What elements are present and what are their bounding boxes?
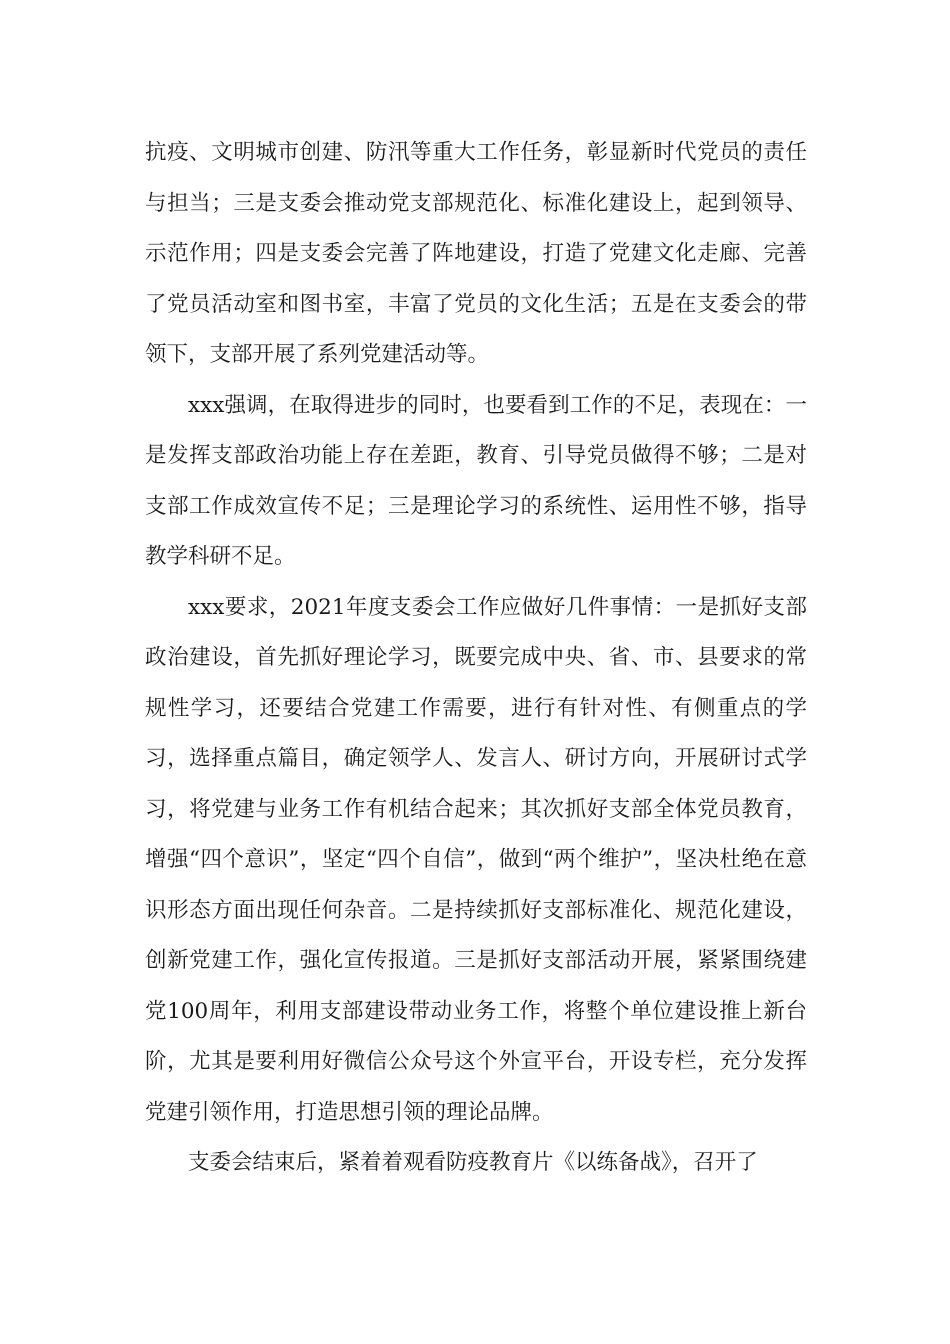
paragraph-requirements: xxx要求，2021年度支委会工作应做好几件事情：一是抓好支部政治建设，首先抓好理论学习，既要完成中央、省、市、县要求的常规性学习，还要结合党建工作需要，进行有针对性、有侧重点的学习，选择重点篇目，确定领学人、发言人、研讨方向，开展研讨式学习，将党建与业务工作有机结合起来；其次抓好支部全体党员教育，增强“四个意识”，坚定“四个自信”，做到“两个维护”，坚决杜绝在意识形态方面出现任何杂音。二是持续抓好支部标准化、规范化建设，创新党建工作，强化宣传报道。三是抓好支部活动开展，紧紧围绕建党100周年，利用支部建设带动业务工作，将整个单位建设推上新台阶，尤其是要利用好微信公众号这个外宣平台，开设专栏，充分发挥党建引领作用，打造思想引领的理论品牌。: [145, 594, 807, 1125]
paragraph-after-meeting: 支委会结束后，紧着着观看防疫教育片《以练备战》，召开了: [188, 1150, 758, 1175]
paragraph-continued: 抗疫、文明城市创建、防汛等重大工作任务，彰显新时代党员的责任与担当；三是支委会推动党支部规范化、标准化建设上，起到领导、示范作用；四是支委会完善了阵地建设，打造了党建文化走廊、完善了党员活动室和图书室，丰富了党员的文化生活；五是在支委会的带领下，支部开展了系列党建活动等。: [145, 140, 807, 367]
paragraph-shortcomings: xxx强调，在取得进步的同时，也要看到工作的不足，表现在：一是发挥支部政治功能上存在差距，教育、引导党员做得不够；二是对支部工作成效宣传不足；三是理论学习的系统性、运用性不够，指导教学科研不足。: [145, 392, 807, 569]
document-body: [145, 128, 807, 1189]
